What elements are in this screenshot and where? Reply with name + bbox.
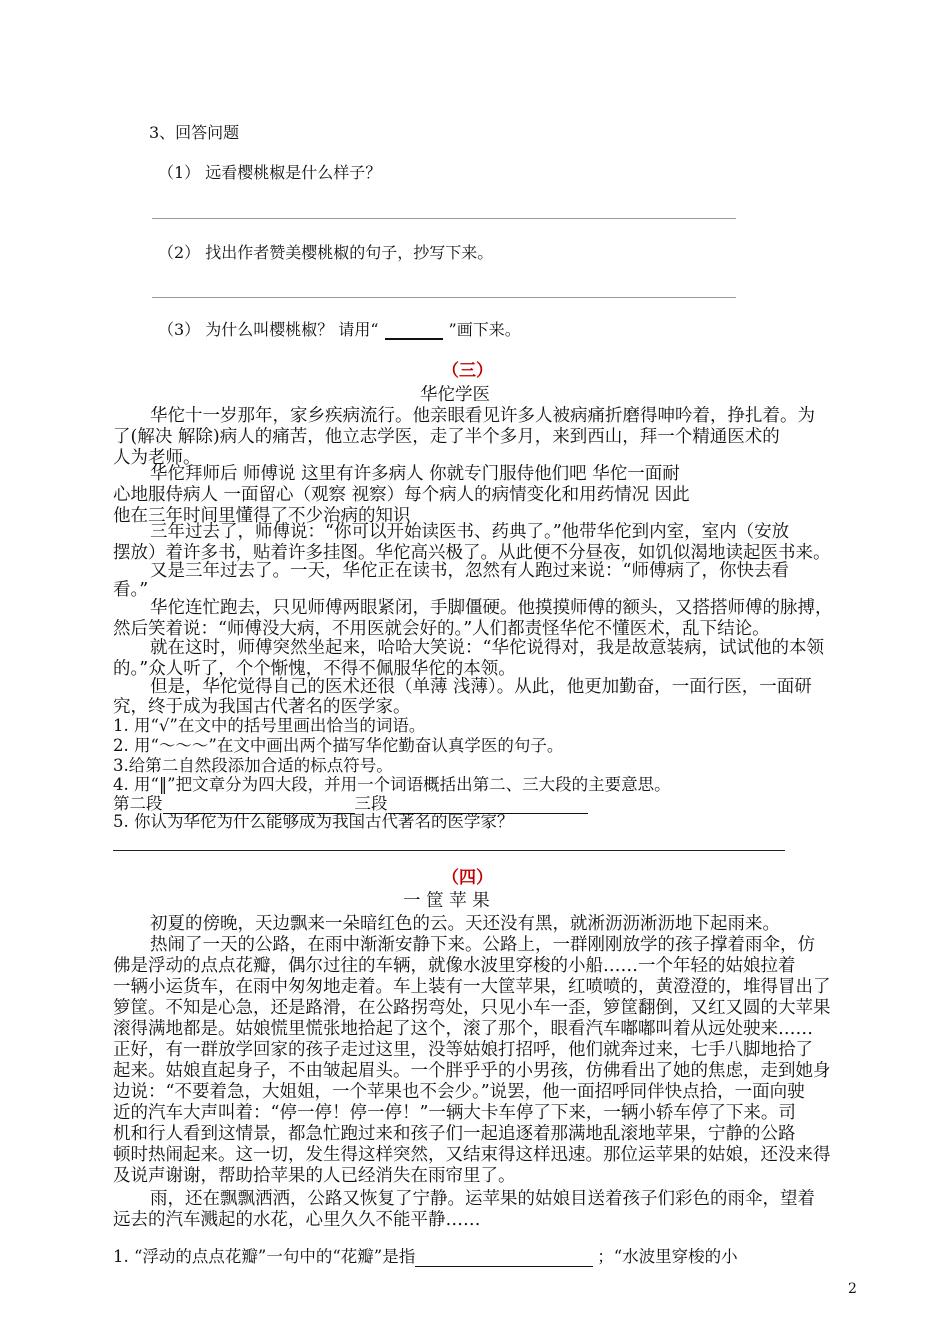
apples-para2-line8: 边说：“不要着急，大姐姐，一个苹果也不会少。”说罢，他一面招呼同伴快点拾，一面向驶: [113, 1082, 805, 1102]
sec3-question-5: 5. 你认为华佗为什么能够成为我国古代著名的医学家？: [113, 812, 514, 831]
apples-para2-line1: 热闹了一天的公路，在雨中渐渐安静下来。公路上，一群刚刚放学的孩子撑着雨伞，仿: [150, 935, 815, 955]
answer-line-q5[interactable]: [113, 850, 785, 851]
para4-line2: 看。”: [113, 580, 149, 600]
section-heading: 3、回答问题: [149, 123, 240, 142]
apples-para2-line12: 及说声谢谢，帮助拾苹果的人已经消失在雨帘里了。: [113, 1166, 516, 1186]
para6-line1: 就在这时，师傅突然坐起来，哈哈大笑说：“华佗说得对，我是故意装病，试试他的本领: [150, 638, 824, 658]
sec3-question-1: 1. 用“√”在文中的括号里画出恰当的词语。: [113, 716, 426, 735]
apples-question-1: [113, 1247, 738, 1267]
apples-para2-line6: 正好，有一群放学回家的孩子走过这里，没等姑娘打招呼，他们就奔过来，七手八脚地拾了: [113, 1040, 813, 1060]
apples-para3-line2: 远去的汽车溅起的水花，心里久久不能平静……: [113, 1210, 481, 1230]
section-label-3: （三）: [442, 361, 493, 381]
para2-line1: 华佗拜师后 师傅说 这里有许多病人 你就专门服侍他们吧 华佗一面耐: [150, 464, 680, 484]
apples-question-1-tail: ；“水波里穿梭的小: [597, 1247, 738, 1266]
apples-para2-line4: 箩筐。不知是心急，还是路滑，在公路拐弯处，只见小车一歪，箩筐翻倒，又红又圆的大苹果: [113, 998, 831, 1018]
section-label-4: （四）: [442, 868, 493, 888]
answer-line-1[interactable]: [152, 218, 736, 219]
para4-line1: 又是三年过去了。一天，华佗正在读书，忽然有人跑过来说：“师傅病了，你快去看: [150, 561, 789, 581]
article-title-huatuo: 华佗学医: [420, 385, 490, 405]
underline-sample: [385, 324, 443, 340]
para1-line1: 华佗十一岁那年，家乡疾病流行。他亲眼看见许多人被病痛折磨得呻吟着，挣扎着。为: [150, 406, 815, 426]
question-3: [158, 320, 521, 340]
apples-para2-line7: 起来。姑娘直起身子，不由皱起眉头。一个胖乎乎的小男孩，仿佛看出了她的焦虑，走到她身: [113, 1061, 831, 1081]
third-part-label: 三段: [354, 794, 388, 813]
para5-line2: 然后笑着说：“师傅没大病，不用医就会好的。”人们都责怪华佗不懂医术，乱下结论。: [113, 619, 770, 639]
para7-line2: 究，终于成为我国古代著名的医学家。: [113, 697, 411, 717]
question-1: （1） 远看樱桃椒是什么样子？: [158, 163, 382, 182]
para1-line3: 人为老师。: [113, 448, 201, 468]
answer-line-2[interactable]: [152, 297, 736, 298]
page-number: 2: [848, 1281, 857, 1297]
para5-line1: 华佗连忙跑去，只见师傅两眼紧闭，手脚僵硬。他摸摸师傅的额头，又搭搭师傅的脉搏，: [150, 598, 833, 618]
para7-line1: 但是，华佗觉得自己的医术还很（单薄 浅薄）。从此，他更加勤奋，一面行医，一面研: [150, 677, 812, 697]
apples-para3-line1: 雨，还在飘飘洒洒，公路又恢复了宁静。运苹果的姑娘目送着孩子们彩色的雨伞，望着: [150, 1189, 815, 1209]
question-2: （2） 找出作者赞美樱桃椒的句子，抄写下来。: [158, 243, 494, 262]
para3-line2: 摆放）着许多书，贴着许多挂图。华佗高兴极了。从此便不分昼夜，如饥似渴地读起医书来。: [113, 543, 831, 563]
para1-line2: 了(解决 解除)病人的痛苦，他立志学医，走了半个多月，来到西山，拜一个精通医术的: [113, 427, 780, 447]
article-title-apples: 一 筐 苹 果: [403, 891, 490, 911]
sec3-question-3: 3.给第二自然段添加合适的标点符号。: [113, 756, 393, 775]
apples-question-1-blank[interactable]: [415, 1250, 593, 1267]
apples-para2-line10: 机和行人看到这情景，都急忙跑过来和孩子们一起追逐着那满地乱滚地苹果，宁静的公路: [113, 1124, 796, 1144]
para6-line2: 的。”众人听了，个个惭愧，不得不佩服华佗的本领。: [113, 659, 516, 679]
para2-line2: 心地服侍病人 一面留心（观察 视察）每个病人的病情变化和用药情况 因此: [113, 485, 690, 505]
second-part-label: 第二段: [113, 794, 163, 813]
question-3-tail: ”画下来。: [448, 320, 521, 339]
para2-line3: 他在三年时间里懂得了不少治病的知识: [113, 506, 411, 526]
apples-para2-line11: 顿时热闹起来。这一切，发生得这样突然，又结束得这样迅速。那位运苹果的姑娘，还没来得: [113, 1145, 831, 1165]
para3-line1: 三年过去了，师傅说：“你可以开始读医书、药典了。”他带华佗到内室，室内（安放: [150, 522, 790, 542]
apples-para2-line5: 滚得满地都是。姑娘慌里慌张地拾起了这个，滚了那个，眼看汽车嘟嘟叫着从远处驶来……: [113, 1019, 813, 1039]
sec3-question-4-answers: [113, 794, 588, 814]
apples-question-1-text: 1. “浮动的点点花瓣”一句中的“花瓣”是指: [113, 1247, 416, 1266]
apples-para2-line3: 一辆小运货车，在雨中匆匆地走着。车上装有一大筐苹果，红喷喷的，黄澄澄的，堆得冒出了: [113, 977, 831, 997]
sec3-question-2: 2. 用“～～～”在文中画出两个描写华佗勤奋认真学医的句子。: [113, 736, 564, 755]
apples-para2-line2: 佛是浮动的点点花瓣，偶尔过往的车辆，就像水波里穿梭的小船……一个年轻的姑娘拉着: [113, 956, 796, 976]
sec3-question-4: 4. 用“‖”把文章分为四大段，并用一个词语概括出第二、三大段的主要意思。: [113, 775, 671, 794]
apples-para2-line9: 近的汽车大声叫着：“停一停！停一停！”一辆大卡车停了下来，一辆小轿车停了下来。司: [113, 1103, 796, 1123]
question-3-text: （3） 为什么叫樱桃椒？ 请用“: [158, 320, 379, 339]
apples-para1: 初夏的傍晚，天边飘来一朵暗红色的云。天还没有黑，就淅沥沥淅沥地下起雨来。: [150, 914, 780, 934]
